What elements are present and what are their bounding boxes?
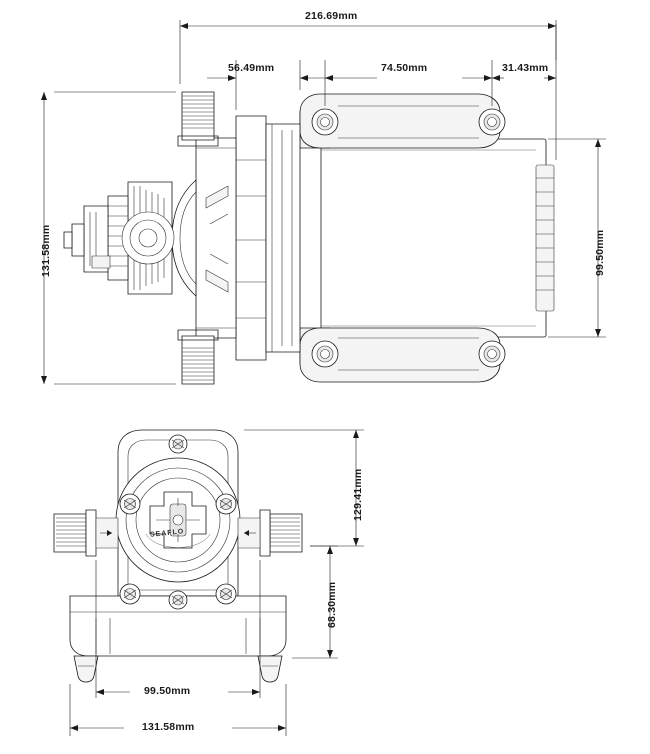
- dim-label-front-height: 129.41mm: [352, 468, 364, 521]
- front-view-geometry: [54, 430, 302, 682]
- dim-label-segment-b: 74.50mm: [381, 62, 428, 74]
- dim-label-foot-height: 68.30mm: [326, 581, 338, 628]
- dim-label-front-width-inner: 99.50mm: [144, 685, 191, 697]
- dim-label-overall-length: 216.69mm: [305, 10, 358, 22]
- dim-label-overall-height: 131.58mm: [40, 224, 52, 277]
- side-view-geometry: [64, 92, 554, 384]
- dim-label-body-height: 99.50mm: [594, 229, 606, 276]
- dim-label-front-width-outer: 131.58mm: [142, 721, 195, 733]
- dim-label-segment-a: 56.49mm: [228, 62, 275, 74]
- brand-marking: SEAFLO: [149, 528, 185, 539]
- dim-label-segment-c: 31.43mm: [502, 62, 549, 74]
